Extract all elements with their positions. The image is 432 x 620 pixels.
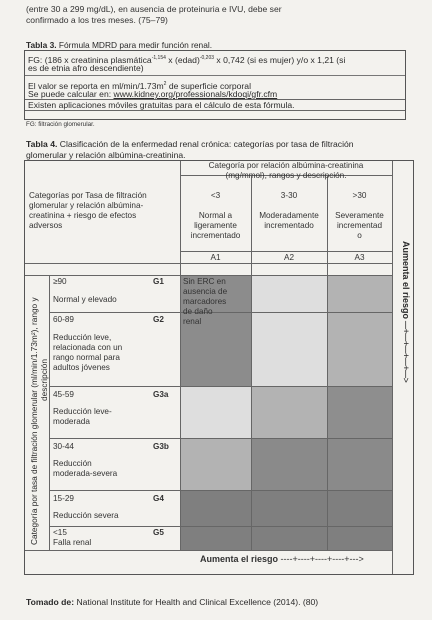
alb-a2-desc-1: Moderadamente <box>259 211 319 220</box>
no-ckd-line-2: ausencia de <box>183 287 228 296</box>
corner-line-4: adversos <box>29 221 63 230</box>
table3-title <box>26 40 212 50</box>
g3a-desc <box>53 407 112 427</box>
g4-code: G4 <box>153 494 164 503</box>
cell-g1g2-a3 <box>327 275 392 386</box>
formula-exp-2: -0,203 <box>199 55 215 61</box>
alb-code-a1: A1 <box>210 253 221 262</box>
g2-desc-1: Reducción leve, <box>53 333 112 342</box>
corner-line-3: creatinina + riesgo de efectos <box>29 211 137 220</box>
g4-desc: Reducción severa <box>53 511 119 520</box>
alb-col-a1 <box>180 191 251 241</box>
cell-g1g2-a2 <box>251 275 327 386</box>
risk-vertical-text: Aumenta el riesgo <box>401 241 411 320</box>
alb-a1-desc-3: incrementado <box>190 231 241 240</box>
formula-part-c: x 0,742 (si es mujer) y/o x 1,21 (si <box>214 54 346 65</box>
corner-line-1: Categorías por Tasa de filtración <box>29 191 147 200</box>
g2-desc-4: adultos jóvenes <box>53 363 110 372</box>
intro-line-2: confirmado a los tres meses. (75–79) <box>26 15 168 25</box>
g5-desc: Falla renal <box>53 538 92 547</box>
cell-g4g5 <box>180 490 392 550</box>
albumin-header-line-2: (mg/mmol), rangos y descripción. <box>225 171 347 180</box>
g3a-code: G3a <box>153 390 169 399</box>
source-text: National Institute for Health and Clinical Excellence (2014). (80) <box>74 597 319 607</box>
albumin-header <box>180 161 392 181</box>
g3b-desc <box>53 459 117 479</box>
formula-exp-1: -1,154 <box>151 55 166 61</box>
cell-g3a-a2 <box>251 386 327 438</box>
cell-g3b-a1 <box>180 438 251 490</box>
g2-range: 60-89 <box>53 315 74 324</box>
risk-vertical-arrow-icon: ----+----+----+----+----> <box>401 319 411 382</box>
link-prefix: Se puede calcular en: <box>28 89 114 99</box>
formula-part-a: FG: (186 x creatinina plasmática <box>28 54 152 65</box>
cell-g3a-a3 <box>327 386 392 438</box>
table4-title-label: Tabla 4. <box>26 139 58 149</box>
table3-formula-line2: es de etnia afro descendiente) <box>28 63 144 73</box>
g5-code: G5 <box>153 528 164 537</box>
units-text-a: El valor se reporta en ml/min/1.73m <box>28 80 164 91</box>
gfr-vertical-label-2 <box>39 359 49 401</box>
g2-desc-2: relacionada con un <box>53 343 123 352</box>
calculator-link[interactable]: www.kidney.org/professionals/kdoqi/gfr.cfm <box>113 89 278 99</box>
units-exp: 2 <box>163 81 167 87</box>
table3-title-label: Tabla 3. <box>26 40 57 50</box>
alb-code-a3: A3 <box>354 253 365 262</box>
no-ckd-line-1: Sin ERC en <box>183 277 226 286</box>
albumin-header-line-1: Categoría por relación albúmina-creatinina <box>208 161 364 170</box>
g2-desc-3: rango normal para <box>53 353 120 362</box>
formula-part-b: x (edad) <box>165 54 200 65</box>
g3a-desc-1: Reducción leve- <box>53 407 112 416</box>
gfr-vertical-text: Categoría por tasa de filtración glomerular (ml/min/1.73m²), rango y <box>29 297 39 545</box>
table3-box <box>24 50 406 120</box>
cell-g3a-a1 <box>180 386 251 438</box>
alb-a3-range: >30 <box>352 191 367 200</box>
g5-range: <15 <box>53 528 67 537</box>
g4-range: 15-29 <box>53 494 74 503</box>
risk-vertical-label <box>401 241 411 382</box>
g3a-desc-2: moderada <box>53 417 90 426</box>
cell-g3b-a2a3 <box>251 438 392 490</box>
g1-desc: Normal y elevado <box>53 295 117 304</box>
g3b-desc-1: Reducción <box>53 459 92 468</box>
alb-a2-desc-2: incrementado <box>264 221 314 230</box>
intro-line-1: (entre 30 a 299 mg/dL), en ausencia de proteinuria e IVU, debe ser <box>26 4 282 14</box>
intro-paragraph <box>26 4 416 26</box>
g1-range: ≥90 <box>53 277 67 286</box>
risk-horizontal-label <box>200 554 364 564</box>
g3b-code: G3b <box>153 442 169 451</box>
alb-a1-desc-1: Normal a <box>198 211 233 220</box>
units-text-b: de superficie corporal <box>166 80 251 91</box>
gfr-vertical-label <box>29 297 39 545</box>
g2-code: G2 <box>153 315 164 324</box>
no-ckd-note <box>183 277 227 327</box>
table3-divider-2 <box>25 110 405 111</box>
table3-apps: Existen aplicaciones móviles gratuitas para el cálculo de esta fórmula. <box>28 100 295 110</box>
alb-a1-desc-2: ligeramente <box>194 221 237 230</box>
source-citation <box>26 597 318 607</box>
ckd-classification-table <box>24 160 414 575</box>
table4-title-text-1: Clasificación de la enfermedad renal crónica: categorías por tasa de filtración <box>57 139 354 149</box>
alb-col-a3 <box>327 191 392 241</box>
g3b-desc-2: moderada-severa <box>53 469 118 478</box>
table4-title <box>26 139 416 160</box>
no-ckd-line-4: de daño <box>183 307 213 316</box>
corner-line-2: glomerular y relación albúmina- <box>29 201 144 210</box>
corner-header <box>29 191 147 231</box>
alb-a2-range: 3-30 <box>280 191 298 200</box>
risk-horizontal-text: Aumenta el riesgo <box>200 554 279 564</box>
risk-horizontal-arrow-icon: ----+----+----+----+---> <box>278 554 364 564</box>
source-label: Tomado de: <box>26 597 75 607</box>
alb-code-a2: A2 <box>283 253 294 262</box>
g3b-range: 30-44 <box>53 442 74 451</box>
no-ckd-line-5: renal <box>183 317 202 326</box>
g1-code: G1 <box>153 277 164 286</box>
no-ckd-line-3: marcadores <box>183 297 227 306</box>
alb-a1-range: <3 <box>210 191 221 200</box>
g3a-range: 45-59 <box>53 390 74 399</box>
table3-title-text: Fórmula MDRD para medir función renal. <box>56 40 213 50</box>
table4-title-text-2: glomerular y relación albúmina-creatinina. <box>26 149 186 160</box>
g2-desc <box>53 333 122 373</box>
table3-note: FG: filtración glomerular. <box>26 121 95 128</box>
alb-a3-desc-1: Severamente <box>335 211 384 220</box>
alb-a3-desc-2: incrementad <box>336 221 383 230</box>
alb-a3-desc-3: o <box>357 231 362 240</box>
gfr-vertical-text-2: descripción <box>39 359 49 401</box>
alb-col-a2 <box>251 191 327 231</box>
table3-link-line <box>28 89 277 99</box>
